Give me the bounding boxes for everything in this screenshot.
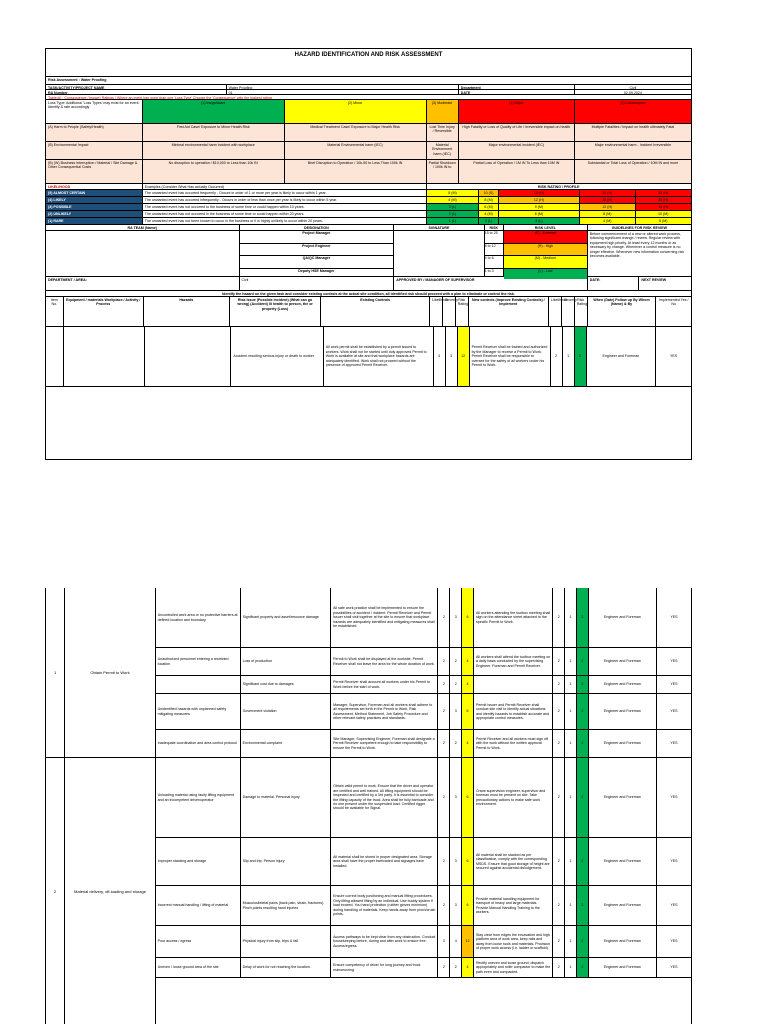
risk-score: 4 (M) xyxy=(427,197,480,203)
new-controls: Permit Receiver shall be trained and authorized by the Manager to receive a Permit to Work. Permit Receiver shall be responsible to oversee for the safety of all workers under his Permit to Work. xyxy=(470,327,551,386)
existing-controls: All material shall be stored in proper designated area. Storage area shall have the proper barricaded and signages have installed. xyxy=(331,838,438,885)
rating-value: 4 xyxy=(462,676,474,693)
severity-value: 2 xyxy=(450,648,462,675)
likelihood-row xyxy=(46,211,691,218)
severity-value-2: 1 xyxy=(565,758,577,837)
consequence-cell: Medical Treatment Case/ Exposure to Major Health Risk xyxy=(285,124,427,141)
likelihood-value: 2 xyxy=(438,958,450,977)
risk-score: 5 (M) xyxy=(427,190,480,196)
group-1-no: 1 xyxy=(46,588,65,758)
severity-value-2: 1 xyxy=(565,648,577,675)
responsible: Engineer and Foreman xyxy=(589,694,657,729)
likelihood-label: (5) ALMOST CERTAIN xyxy=(46,190,143,196)
likelihood-value: 2 xyxy=(438,886,450,925)
existing-controls: Permit to Work shall be displayed at the worksite. Permit Receiver shall not leave the area for the whole duration of work. xyxy=(331,648,438,675)
rating-value-2: 2 xyxy=(577,838,589,885)
rating-value-2: 2 xyxy=(575,327,587,386)
rating-value: 4 xyxy=(462,648,474,675)
new-controls: Provide material handling equipment for transport of heavy and large materials. Provide Manual Handling Training to the workers. xyxy=(474,886,553,925)
hazard: Inadequate coordination and area control protocol xyxy=(156,730,241,757)
risk-level-header: RISK LEVEL xyxy=(504,225,588,230)
likelihood-value: 2 xyxy=(438,694,450,729)
level-4: (4) Major xyxy=(459,100,575,123)
implemented: YES xyxy=(670,965,678,970)
risk-issue: Damage to material. Personal injury xyxy=(241,758,332,837)
existing-controls: All safe work practice shall be implemented to ensure the possibilities of accident / incident. Permit Receiver and Permit Issuer shall visit together at the site to ensure that workplace hazards are adequately identified and mitigating measures shall be established. xyxy=(331,588,438,647)
level-3: (3) Moderate xyxy=(427,100,459,123)
designation-header: DESIGNATION xyxy=(240,225,395,230)
likelihood-desc: The unwanted event has occurred frequently - Occurs in order of 1 or more per year is likely to occur within 1 year. xyxy=(143,190,427,196)
dept-value: Civil xyxy=(629,86,637,90)
risk-level-medium: (M) - Medium xyxy=(504,256,587,269)
signature-area xyxy=(394,231,484,276)
likelihood-value: 4 xyxy=(434,327,446,386)
new-controls: Crane supervision engineer, supervisor and foreman must be present on site. Take precautionary actions to make safe work environment. xyxy=(474,758,553,837)
group-1-label: Obtain Permit to Work xyxy=(65,588,155,758)
risk-score: 9 (M) xyxy=(499,204,580,210)
rating-value-2: 2 xyxy=(577,758,589,837)
implemented: YES xyxy=(670,795,678,800)
severity-value: 3 xyxy=(450,694,462,729)
likelihood-value-2: 2 xyxy=(553,588,565,647)
implemented: YES xyxy=(670,859,678,864)
col-severity-2: Severity xyxy=(562,297,575,326)
likelihood-value-2: 2 xyxy=(551,327,563,386)
table-row xyxy=(156,648,691,676)
consequence-row-label: (B) (W) Business Interruption / Material / Site Damage & Other Consequential Costs xyxy=(46,160,143,183)
severity-value: 2 xyxy=(450,730,462,757)
consequence-cell: High Fatality or Loss of Quality of Life / Irreversible impact on health xyxy=(459,124,575,141)
responsible: Engineer and Foreman xyxy=(589,758,657,837)
risk-score: 6 (M) xyxy=(499,211,580,217)
likelihood-row xyxy=(46,190,691,197)
risk-score: 25 (H) xyxy=(636,190,691,196)
likelihood-header: LIKELIHOOD xyxy=(46,184,143,189)
severity-value: 3 xyxy=(450,838,462,885)
risk-assessment-page-2 xyxy=(45,588,692,1024)
loss-type-label: Loss Type: Additional 'Loss Types' may exist for an event. Identify & rate accordingly xyxy=(46,100,143,123)
risk-score: 3 (L) xyxy=(499,218,580,224)
risk-score: 20 (H) xyxy=(580,190,635,196)
consequence-cell: Partial Shutdown / 100k IN to xyxy=(427,160,459,183)
implemented: YES xyxy=(670,903,678,908)
hazard xyxy=(156,676,241,693)
risk-score: 1 (L) xyxy=(427,218,480,224)
rating-value: 6 xyxy=(462,886,474,925)
risk-level-list xyxy=(504,231,588,276)
responsible: Engineer and Foreman xyxy=(589,676,657,693)
severity-value-2: 1 xyxy=(565,886,577,925)
col-existing-controls: Existing Controls xyxy=(321,297,430,326)
rating-value: 4 xyxy=(462,958,474,977)
ra-team-header: RA TEAM (Name) xyxy=(46,225,240,230)
document-title: HAZARD IDENTIFICATION AND RISK ASSESSMENT xyxy=(294,52,443,58)
new-controls: All workers shall attend the toolbox meeting on a daily basis conducted by the supervising Engineer, Foreman and Permit Receiver. xyxy=(474,648,553,675)
severity-value-2: 1 xyxy=(565,730,577,757)
col-no: Item No. xyxy=(46,297,64,326)
signature-header: SIGNATURE xyxy=(394,225,484,230)
likelihood-value-2: 2 xyxy=(553,730,565,757)
likelihood-label: (2) UNLIKELY xyxy=(46,211,143,217)
col-risk-issue: Risk Issue (Possible Incident) (What can go wrong) (Accident) Ill health to person, the or property (Loss) xyxy=(230,297,322,326)
likelihood-value-2: 2 xyxy=(553,758,565,837)
risk-level-extreme: (E) - Extreme xyxy=(504,231,587,244)
group-2-no: 2 xyxy=(46,758,65,1024)
task-value: Water Proofing xyxy=(227,85,459,89)
rating-value: 6 xyxy=(462,838,474,885)
rating-value: 6 xyxy=(462,588,474,647)
consequence-cell: Lost Time Injury / Reversible xyxy=(427,124,459,141)
risk-score: 12 (H) xyxy=(499,197,580,203)
severity-value-2: 1 xyxy=(565,588,577,647)
risk-score: 10 (M) xyxy=(636,211,691,217)
approved-by-label: APPROVED BY / MANAGER OF SUPERVISOR xyxy=(394,277,588,290)
risk-score: 6 (M) xyxy=(479,204,498,210)
likelihood-value-2: 2 xyxy=(553,676,565,693)
likelihood-value-2: 2 xyxy=(553,648,565,675)
new-controls: Permit Issuer and Permit Receiver shall conduct site visit to identify actual situations and identify hazards to establish accurate and appropriate control measures. xyxy=(474,694,553,729)
severity-value: 3 xyxy=(450,886,462,925)
table-row xyxy=(156,730,691,758)
risk-score: 2 (L) xyxy=(427,211,480,217)
date-label: DATE xyxy=(459,90,575,94)
page-2-table xyxy=(156,588,691,978)
col-likelihood: Likelihood xyxy=(430,297,443,326)
department-value: Civil xyxy=(240,277,395,290)
risk-range-list xyxy=(485,231,504,276)
new-controls xyxy=(474,676,553,693)
consequence-cell: Major environmental incident (IEC) xyxy=(459,142,575,159)
implemented: YES xyxy=(670,939,678,944)
severity-value: 3 xyxy=(450,758,462,837)
consequence-cell: No disruption to operation / $10,000 to Less than 10k IN xyxy=(143,160,285,183)
consequence-cell: Major environmental harm - Incident Irreversible xyxy=(594,143,672,147)
risk-score: 4 (M) xyxy=(479,211,498,217)
consequence-row-b xyxy=(46,142,691,160)
hazard: Unidentified hazards with unplanned safety mitigating measures xyxy=(156,694,241,729)
likelihood-label: (1) RARE xyxy=(46,218,143,224)
risk-range: 8 to 12 xyxy=(485,244,503,257)
col-likelihood-2: Likelihood xyxy=(549,297,562,326)
consequence-cell: Minimal environmental harm incident with workplace xyxy=(143,142,285,159)
likelihood-value: 2 xyxy=(438,838,450,885)
implemented: YES xyxy=(670,709,678,714)
risk-level-high: (H) - High xyxy=(504,244,587,257)
existing-controls: Obtain valid permit to work. Ensure that the driver and operator are certified and well trained. All lifting equipment should be inspected and certified by a 3rd party. It is essential to consider the lifting capacity of the truck. Area shall be fully barricade and no one present under the suspended load. Certified rigger should be available for Signal. xyxy=(331,758,438,837)
risk-assessment-page-1 xyxy=(45,48,692,460)
table-row xyxy=(156,886,691,926)
next-review-label: NEXT REVIEW xyxy=(641,278,667,282)
responsible: Engineer and Foreman xyxy=(589,588,657,647)
likelihood-desc: The unwanted event has not occurred in the business of some time or could happen within 20 years. xyxy=(143,211,427,217)
likelihood-value: 3 xyxy=(438,926,450,957)
rating-value: 4 xyxy=(462,730,474,757)
responsible: Engineer and Foreman xyxy=(589,648,657,675)
implemented: YES xyxy=(670,615,678,620)
table-row xyxy=(156,758,691,838)
consequence-cell: Brief Disruption to Operation / 10k-50 to Less Than 100k IN xyxy=(285,160,427,183)
col-severity: Severity xyxy=(443,297,456,326)
col-implemented: Implemented Yes / No xyxy=(658,298,689,307)
responsible: Engineer and Foreman xyxy=(589,730,657,757)
rating-value: 12 xyxy=(462,926,474,957)
date2-label: DATE: xyxy=(588,277,640,290)
likelihood-desc: The unwanted event has not occurred to the business of some time or could happen within 10 years. xyxy=(143,204,427,210)
risk-score: 10 (S) xyxy=(479,190,498,196)
consequence-cell: Material Environmental harm (IEC) xyxy=(285,142,427,159)
consequence-cell: Substantial or Total Loss of Operation / 10M IN and more xyxy=(587,161,679,165)
risk-rating-header: RISK RATING / PROFILE xyxy=(537,185,580,189)
rating-value-2: 2 xyxy=(577,648,589,675)
guidelines-header: GUIDELINES FOR RISK REVIEW xyxy=(611,226,668,230)
existing-controls: Ensure correct body positioning and manual lifting procedures. Only lifting allowed lifting by an individual. Use buddy system if load exceed. You hand protection (rubber gloves minimum) during handling of materials. Keep hands away from pinch/crush points. xyxy=(331,886,438,925)
implemented: YES xyxy=(670,659,678,664)
ra-team-names xyxy=(46,231,240,276)
hazard: Uncontrolled work area or no protective barriers at defined location and boundary xyxy=(156,588,241,647)
severity-value-2: 1 xyxy=(563,327,575,386)
risk-score: 15 (H) xyxy=(499,190,580,196)
risk-issue: Significant cost due to damages xyxy=(241,676,332,693)
risk-score: 5 (M) xyxy=(636,218,691,224)
risk-issue: Accident resulting serious injury or death to worker xyxy=(231,327,323,386)
guidelines-text: Before commencement of a new or altered work process, following significant change / review. Regular review with equipment high priority. At least every 12 months or as necessary by change. Whenever a control measure is no longer effective. Whenever new information concerning risk becomes available. xyxy=(589,232,684,259)
table-row xyxy=(156,926,691,958)
severity-value-2: 1 xyxy=(565,694,577,729)
col-rating-2: Risk Rating xyxy=(575,297,588,326)
rating-value: 12 xyxy=(458,327,470,386)
risk-score: 16 (H) xyxy=(580,197,635,203)
likelihood-value-2: 2 xyxy=(553,838,565,885)
existing-controls: All work permit shall be established by a permit issued to workers. Work shall not be started until duly approved Permit to Work is available at site and that workplace hazards are adequately identified. Work shall not proceed without the presence of approved Permit Receiver. xyxy=(324,327,434,386)
existing-controls: Access pathways to be kept clear from any obstruction. Conduct housekeeping before, during and after work to ensure free. Access/egress. xyxy=(331,926,438,957)
table-row xyxy=(156,676,691,694)
implemented: YES xyxy=(670,741,678,746)
hazard: Unauthorized personnel entering a restricted location xyxy=(156,648,241,675)
likelihood-table xyxy=(46,190,691,225)
rating-value: 6 xyxy=(462,758,474,837)
rating-value: 6 xyxy=(462,694,474,729)
responsible: Engineer and Foreman xyxy=(589,838,657,885)
consequence-row-a xyxy=(46,124,691,142)
severity-value: 3 xyxy=(446,327,458,386)
ra-number-label: RA Number xyxy=(46,90,227,94)
consequence-cell: First Aid Case/ Exposure to Minor Health Risk xyxy=(143,124,285,141)
risk-score: 2 (L) xyxy=(479,218,498,224)
risk-issue: Government violation xyxy=(241,694,332,729)
risk-range: 4 to 6 xyxy=(485,256,503,269)
likelihood-value-2: 2 xyxy=(553,886,565,925)
risk-score: 4 (M) xyxy=(580,218,635,224)
existing-controls: Permit Receiver shall account all workers under his Permit to Work before the start of work. xyxy=(331,676,438,693)
likelihood-value: 2 xyxy=(438,758,450,837)
new-controls: All material shall be stacked as per classification, comply with the corresponding MSDS. Ensure that good storage of height are secured against accidental dislodgement. xyxy=(474,838,553,885)
level-2: (2) Minor xyxy=(285,100,427,123)
rating-value-2: 2 xyxy=(577,694,589,729)
rating-value-2: 2 xyxy=(577,958,589,977)
level-5: (5) Catastrophic xyxy=(575,100,691,123)
likelihood-row xyxy=(46,204,691,211)
date-value: 02.09.2024 xyxy=(623,91,642,95)
risk-score: 8 (M) xyxy=(479,197,498,203)
severity-value: 2 xyxy=(450,676,462,693)
level-1: (1) Insignificant xyxy=(143,100,285,123)
likelihood-value: 2 xyxy=(438,588,450,647)
risk-issue: Musculoskeletal pains (back pain, strain, fractures). Pinch points resulting hand injuries xyxy=(241,886,332,925)
table-row xyxy=(156,838,691,886)
consequence-row-label: (B) Environmental Impact xyxy=(46,142,143,159)
likelihood-value: 2 xyxy=(438,730,450,757)
risk-issue: Environmental complaint xyxy=(241,730,332,757)
member-4: Deputy HSE Manager xyxy=(298,268,335,273)
responsible: Engineer and Foreman xyxy=(587,327,656,386)
severity-value-2: 1 xyxy=(565,676,577,693)
hazard: Uneven / loose ground area of the site xyxy=(156,958,241,977)
new-controls: All workers attending the toolbox meeting shall sign on the attendance sheet attached to the specific Permit to Work. xyxy=(474,588,553,647)
table-row xyxy=(156,694,691,730)
risk-range: 15 to 25 xyxy=(485,231,503,244)
severity-value-2: 1 xyxy=(565,926,577,957)
implemented: YES xyxy=(670,682,678,687)
likelihood-desc: The unwanted event has occurred infrequently - Occurs in order of less than once per year is likely to occur within 5 year. xyxy=(143,197,427,203)
dept-label: Department xyxy=(459,85,575,89)
instruction-text: Identify the hazard on the given task and consider existing controls at the actual site condition, all identified risk should proceed with a plan to eliminate or control the risk. xyxy=(222,292,515,296)
risk-issue: Significant property and asset/resource damage xyxy=(241,588,332,647)
hazard: Improper stacking and storage xyxy=(156,838,241,885)
implemented: YES xyxy=(669,354,678,359)
col-new-controls: New controls (Improve Existing Controls) / Implement xyxy=(469,297,549,326)
rating-value-2: 2 xyxy=(577,886,589,925)
severity-value: 3 xyxy=(450,588,462,647)
risk-score: 8 (M) xyxy=(580,211,635,217)
likelihood-value-2: 2 xyxy=(553,926,565,957)
table-row xyxy=(156,958,691,978)
ra-label: Risk Assessment : Water Proofing xyxy=(48,78,107,82)
col-activity: Equipment / materials Workplace / Activity / Process xyxy=(64,297,144,326)
likelihood-value-2: 2 xyxy=(553,958,565,977)
ra-number-value: 01 xyxy=(227,90,459,94)
likelihood-row xyxy=(46,197,691,204)
col-when: When (Date) Follow up By Whom (Name) & By xyxy=(588,297,657,326)
department-label: DEPARTMENT / AREA: xyxy=(46,277,240,290)
risk-issue: Physical injury from slip, trips & fall xyxy=(241,926,332,957)
consequence-cell: Multiple Fatalities / Impact on health ultimately Fatal xyxy=(591,125,675,129)
severity-value-2: 1 xyxy=(565,838,577,885)
risk-issue: Delay of work for not reaching the location. xyxy=(241,958,332,977)
consequence-header: Table(A) : Consequence (Impact) Ratings / Where an event has more than one 'Loss Type' Choose the 'Consequence' with the highest rating xyxy=(48,96,272,100)
consequence-cell: Partial Loss of Operation / 1M IN To Less than 10M IN xyxy=(459,160,575,183)
responsible: Engineer and Foreman xyxy=(589,958,657,977)
risk-issue: Slip and trip. Person injury xyxy=(241,838,332,885)
member-3: QA/QC Manager xyxy=(240,256,394,269)
designation-list xyxy=(240,231,395,276)
risk-issue: Loss of production xyxy=(241,648,332,675)
risk-range: 1 to 3 xyxy=(484,268,494,273)
likelihood-label: (4) LIKELY xyxy=(46,197,143,203)
responsible: Engineer and Foreman xyxy=(589,886,657,925)
severity-value: 4 xyxy=(450,926,462,957)
consequence-row-label: (A) Harm to People (Safety/Health) xyxy=(46,124,143,141)
likelihood-row xyxy=(46,218,691,225)
risk-score: 20 (H) xyxy=(636,197,691,203)
hazard: Incorrect manual handling / lifting of material xyxy=(156,886,241,925)
severity-value: 2 xyxy=(450,958,462,977)
member-2: Project Engineer xyxy=(240,244,394,257)
likelihood-value: 2 xyxy=(438,648,450,675)
existing-controls: Manager, Supervisor, Foreman and all workers shall adhere to all requirements set forth in the Permit to Work, Risk Assessment, Method Statement, Job Safety Procedure and other relevant safety practices and standards. xyxy=(331,694,438,729)
risk-level-low: (L) - Low xyxy=(504,269,587,279)
risk-header: RISK xyxy=(485,225,504,230)
member-1: Project Manager xyxy=(240,231,394,244)
likelihood-value: 2 xyxy=(438,676,450,693)
rating-value-2: 2 xyxy=(577,730,589,757)
severity-value-2: 1 xyxy=(565,958,577,977)
new-controls: Permit Receiver and all workers must sign off with the work without the written approval Permit to Work. xyxy=(474,730,553,757)
table-row xyxy=(46,327,691,387)
likelihood-value-2: 2 xyxy=(553,694,565,729)
consequence-cell: Material Environment harm (IEC) xyxy=(427,142,459,159)
rating-value-2: 2 xyxy=(577,676,589,693)
likelihood-desc: The unwanted event has not been known to occur in the business or it is highly unlikely to occur within 20 years. xyxy=(143,218,427,224)
new-controls: Stay clear from edges the excavation and high platform area of work area, keep rails and away from loose tools and materials. Provision of proper work access (i.e. ladder or scaffold). xyxy=(474,926,553,957)
likelihood-label: (3) POSSIBLE xyxy=(46,204,143,210)
col-rating: Risk Rating xyxy=(456,297,469,326)
hazard: Unloading material using faulty lifting equipment and an incompetent driver/operator xyxy=(156,758,241,837)
responsible: Engineer and Foreman xyxy=(589,926,657,957)
hazard: Poor access / egress xyxy=(156,926,241,957)
existing-controls: Ensure competency of driver for long journey and truck manoeuvring. xyxy=(331,958,438,977)
risk-score: 12 (H) xyxy=(580,204,635,210)
table-row xyxy=(156,588,691,648)
group-2-label: Material delivery, off-loading and storage xyxy=(65,758,155,1024)
rating-value-2: 2 xyxy=(577,926,589,957)
new-controls: Rectify uneven and loose ground; dispatch appropriately and roller compactor to make the path even and compacted. xyxy=(474,958,553,977)
existing-controls: Site Manager, Supervising Engineer, Foreman shall designate a Permit Receiver competent enough to take responsibility to ensure the Permit to Work. xyxy=(331,730,438,757)
risk-score: 3 (L) xyxy=(427,204,480,210)
col-hazards: Hazards xyxy=(144,297,230,326)
risk-score: 15 (H) xyxy=(636,204,691,210)
task-label: TASK/ACTIVITY/PROJECT NAME xyxy=(46,85,227,89)
rating-value-2: 2 xyxy=(577,588,589,647)
likelihood-desc-header: Examples (Consider What Has actually Occurred) xyxy=(143,184,427,189)
consequence-row-c xyxy=(46,160,691,184)
